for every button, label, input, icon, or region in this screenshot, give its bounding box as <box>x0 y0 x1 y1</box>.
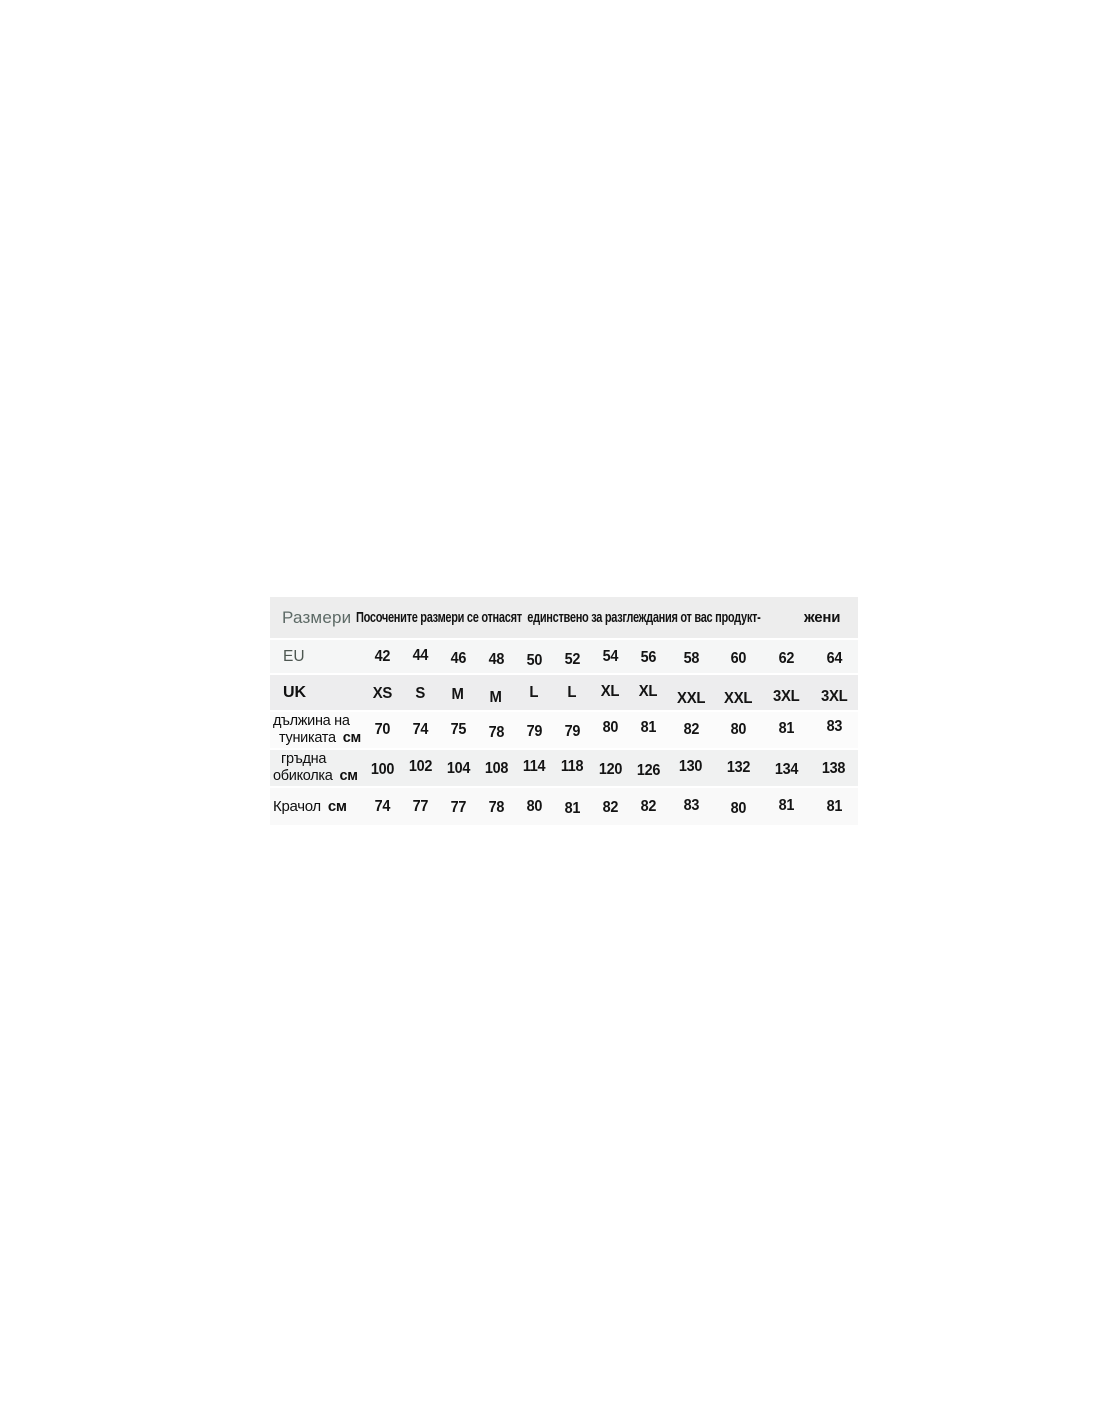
table-cell <box>762 684 810 705</box>
cell-value: 130 <box>679 758 703 775</box>
table-cell <box>363 648 401 666</box>
table-cell <box>553 684 591 702</box>
table-cell <box>629 684 667 702</box>
row-unit: см <box>339 768 358 784</box>
cell-value: 79 <box>526 723 542 740</box>
row-label: UK <box>283 683 307 701</box>
row-unit: см <box>342 730 361 746</box>
table-cell <box>762 759 810 777</box>
table-cell <box>439 648 477 666</box>
table-cell <box>667 759 715 777</box>
table-cell <box>810 718 858 739</box>
size-chart-title: Размери <box>282 607 352 627</box>
cell-value: 82 <box>602 798 618 816</box>
size-chart-header-row <box>270 597 858 640</box>
cell-value: L <box>529 683 539 701</box>
row-label-line <box>273 798 363 816</box>
table-cell <box>401 648 439 666</box>
cell-value: 80 <box>526 797 542 815</box>
table-cell <box>553 759 591 777</box>
table-cell <box>477 798 515 816</box>
table-cell <box>401 721 439 739</box>
cell-value: 108 <box>484 760 508 777</box>
table-cell <box>363 721 401 739</box>
table-cell <box>439 721 477 739</box>
cell-value: XXL <box>724 689 753 707</box>
table-cell <box>401 759 439 777</box>
table-cell <box>477 648 515 666</box>
cell-value: 64 <box>826 649 842 667</box>
table-cell <box>591 798 629 816</box>
cell-value: XXL <box>676 689 705 707</box>
cell-value: 46 <box>450 649 466 667</box>
table-cell <box>715 759 763 777</box>
cell-value: 118 <box>560 758 584 775</box>
cell-value: 81 <box>778 720 794 737</box>
row-label: EU <box>283 647 305 665</box>
cell-value: 82 <box>640 797 656 815</box>
table-cell <box>477 684 515 706</box>
cell-value: 126 <box>636 762 660 779</box>
table-cell <box>715 648 763 666</box>
table-cell <box>515 798 553 816</box>
table-cell <box>810 759 858 777</box>
cell-value: 83 <box>826 718 842 735</box>
row-unit: см <box>327 797 347 815</box>
cell-value: 138 <box>822 760 846 777</box>
cell-value: 78 <box>488 724 504 741</box>
cell-value: S <box>415 684 425 702</box>
size-chart-table <box>270 597 858 825</box>
cell-value: 58 <box>683 649 699 667</box>
table-cell <box>715 721 763 739</box>
cell-value: 56 <box>640 648 656 666</box>
cell-value: 50 <box>526 651 542 669</box>
cell-value: 74 <box>412 721 428 738</box>
cell-value: 114 <box>522 758 546 775</box>
row-label-text: дължина на <box>273 712 350 729</box>
cell-value: 60 <box>730 649 747 667</box>
table-row <box>270 675 858 712</box>
table-cell <box>667 684 715 707</box>
table-cell <box>553 648 591 666</box>
table-cell <box>401 798 439 816</box>
cell-value: 81 <box>778 796 794 814</box>
cell-value: 77 <box>450 798 466 816</box>
table-cell <box>515 648 553 669</box>
cell-value: 48 <box>488 650 504 668</box>
table-cell <box>515 684 553 702</box>
table-row <box>270 640 858 675</box>
cell-value: 134 <box>774 761 798 778</box>
size-chart-note-wrap <box>356 609 804 627</box>
cell-value: L <box>567 683 577 701</box>
cell-value: 80 <box>730 721 747 738</box>
table-row <box>270 788 858 825</box>
cell-value: 79 <box>564 723 580 740</box>
table-cell <box>515 721 553 739</box>
table-cell <box>439 798 477 816</box>
table-cell <box>477 721 515 739</box>
cell-value: 3XL <box>772 687 800 705</box>
table-cell <box>363 684 401 702</box>
row-label-line <box>273 751 363 768</box>
row-label-line <box>273 768 363 785</box>
cell-value: XS <box>372 684 392 702</box>
table-row <box>270 712 858 750</box>
table-cell <box>591 721 629 739</box>
table-cell <box>363 798 401 816</box>
cell-value: 132 <box>726 759 751 776</box>
table-cell <box>629 721 667 739</box>
cell-value: 62 <box>778 649 794 667</box>
row-label-text: обиколка <box>273 768 333 784</box>
cell-value: 81 <box>564 799 580 817</box>
size-chart-audience: жени <box>804 609 841 626</box>
table-cell <box>629 798 667 816</box>
row-label-line <box>273 730 363 747</box>
row-label <box>270 713 363 748</box>
size-chart-note: Посочените размери се отнасят единствено за разглеждания от вас продукт- <box>356 609 761 626</box>
cell-value: 75 <box>450 721 466 738</box>
row-label-text: туниката <box>279 730 336 746</box>
table-cell <box>667 798 715 816</box>
table-cell <box>667 721 715 739</box>
table-cell <box>591 759 629 777</box>
cell-value: 100 <box>370 761 394 778</box>
cell-value: 42 <box>374 647 390 665</box>
table-row <box>270 750 858 788</box>
cell-value: 104 <box>446 760 470 777</box>
table-cell <box>810 798 858 816</box>
cell-value: 74 <box>374 797 390 815</box>
table-cell <box>715 798 763 816</box>
table-cell <box>591 648 629 666</box>
row-label <box>270 798 363 816</box>
cell-value: M <box>451 685 465 703</box>
table-cell <box>515 759 553 777</box>
cell-value: 81 <box>640 719 656 736</box>
size-chart-rows <box>270 640 858 825</box>
table-cell <box>762 648 810 666</box>
cell-value: M <box>489 688 503 706</box>
cell-value: 80 <box>730 799 747 817</box>
cell-value: 81 <box>826 797 842 815</box>
cell-value: XL <box>600 682 620 700</box>
table-cell <box>810 648 858 666</box>
table-cell <box>439 759 477 777</box>
cell-value: 70 <box>374 721 390 738</box>
cell-value: 102 <box>408 758 432 775</box>
table-cell <box>715 684 763 707</box>
table-cell <box>591 684 629 702</box>
table-cell <box>439 684 477 702</box>
cell-value: 54 <box>602 647 618 665</box>
cell-value: 78 <box>488 798 504 816</box>
cell-value: 80 <box>602 719 618 736</box>
table-cell <box>667 648 715 666</box>
row-label <box>270 751 363 786</box>
table-cell <box>629 759 667 777</box>
cell-value: 3XL <box>820 687 848 705</box>
table-cell <box>762 798 810 816</box>
row-label-line <box>273 713 363 730</box>
cell-value: 52 <box>564 650 580 668</box>
row-label-text: Крачол <box>273 797 321 815</box>
table-cell <box>629 648 667 666</box>
table-cell <box>553 721 591 739</box>
cell-value: 82 <box>683 721 699 738</box>
cell-value: 77 <box>412 797 428 815</box>
table-cell <box>553 798 591 816</box>
table-cell <box>762 721 810 739</box>
table-cell <box>363 759 401 777</box>
cell-value: 120 <box>598 761 622 778</box>
row-label-text: гръдна <box>281 750 327 767</box>
table-cell <box>477 759 515 777</box>
table-cell <box>401 684 439 702</box>
cell-value: 44 <box>412 646 428 664</box>
cell-value: 83 <box>683 796 699 814</box>
cell-value: XL <box>638 682 658 700</box>
table-cell <box>810 684 858 705</box>
